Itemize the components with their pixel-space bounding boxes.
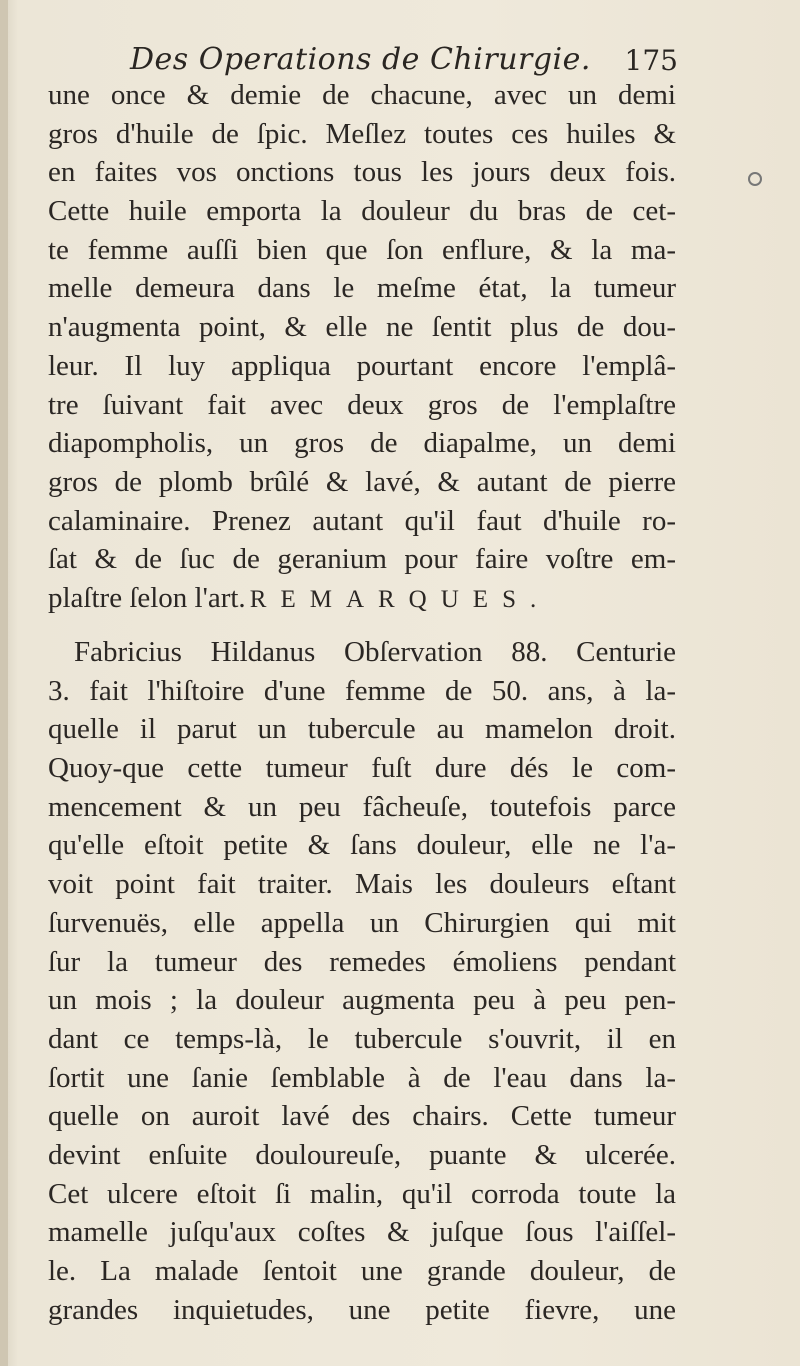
text-line: voit point fait traiter. Mais les douleurs eſtant <box>48 868 676 901</box>
text-line: qu'elle eſtoit petite & ſans douleur, elle ne l'a- <box>48 829 676 862</box>
running-header <box>130 38 690 78</box>
text-line: le. La malade ſentoit une grande douleur, de <box>48 1255 676 1287</box>
text-line: ſortit une ſanie ſemblable à de l'eau dans la- <box>48 1061 676 1094</box>
margin-circle-mark <box>748 172 762 186</box>
text-line: melle demeura dans le meſme état, la tumeur <box>48 272 676 305</box>
text-line: calaminaire. Prenez autant qu'il faut d'huile ro- <box>48 504 676 537</box>
section-heading-remarques: REMARQUES. <box>249 586 551 613</box>
text-line: quelle on auroit lavé des chairs. Cette tumeur <box>48 1100 676 1133</box>
text-line: Cet ulcere eſtoit ſi malin, qu'il corroda toute la <box>48 1177 676 1210</box>
text-line: un mois ; la douleur augmenta peu à peu pen- <box>48 984 676 1017</box>
paragraph-2 <box>48 633 676 1329</box>
text-line: 3. fait l'hiſtoire d'une femme de 50. ans, à la- <box>48 674 676 707</box>
text-line: ſurvenuës, elle appella un Chirurgien qui mit <box>48 906 676 939</box>
text-line: quelle il parut un tubercule au mamelon droit. <box>48 713 676 746</box>
text-line: plaſtre ſelon l'art. <box>48 581 246 614</box>
text-line: n'augmenta point, & elle ne ſentit plus de dou- <box>48 311 676 344</box>
text-line: grandes inquietudes, une petite fievre, une <box>48 1293 676 1326</box>
text-line: leur. Il luy appliqua pourtant encore l'emplâ- <box>48 349 676 382</box>
text-line: gros d'huile de ſpic. Meſlez toutes ces huiles & <box>48 117 676 150</box>
paragraph-1 <box>48 76 676 618</box>
text-line: mencement & un peu fâcheuſe, toutefois parce <box>48 790 676 823</box>
text-line: ſur la tumeur des remedes émoliens pendant <box>48 945 676 978</box>
text-line: Quoy-que cette tumeur fuſt dure dés le com- <box>48 752 676 785</box>
text-line: Fabricius Hildanus Obſervation 88. Centurie <box>74 636 676 668</box>
running-title: Des Operations de Chirurgie. <box>130 42 591 77</box>
text-line: dant ce temps-là, le tubercule s'ouvrit, il en <box>48 1022 676 1055</box>
text-line: te femme auſſi bien que ſon enflure, & la ma- <box>48 233 676 266</box>
page-edge-shadow <box>0 0 8 1366</box>
text-line: gros de plomb brûlé & lavé, & autant de pierre <box>48 465 676 498</box>
text-line: ſat & de ſuc de geranium pour faire voſtre em- <box>48 543 676 576</box>
text-line: diapompholis, un gros de diapalme, un demi <box>48 427 676 460</box>
text-line: en faites vos onctions tous les jours deux fois. <box>48 156 676 189</box>
text-line: une once & demie de chacune, avec un demi <box>48 79 676 111</box>
text-line: tre ſuivant fait avec deux gros de l'emplaſtre <box>48 388 676 421</box>
text-line: Cette huile emporta la douleur du bras de cet- <box>48 195 676 228</box>
text-line: devint enſuite douloureuſe, puante & ulcerée. <box>48 1138 676 1171</box>
text-line: mamelle juſqu'aux coſtes & juſque ſous l'aiſſel- <box>48 1216 676 1249</box>
page-number: 175 <box>624 44 678 77</box>
